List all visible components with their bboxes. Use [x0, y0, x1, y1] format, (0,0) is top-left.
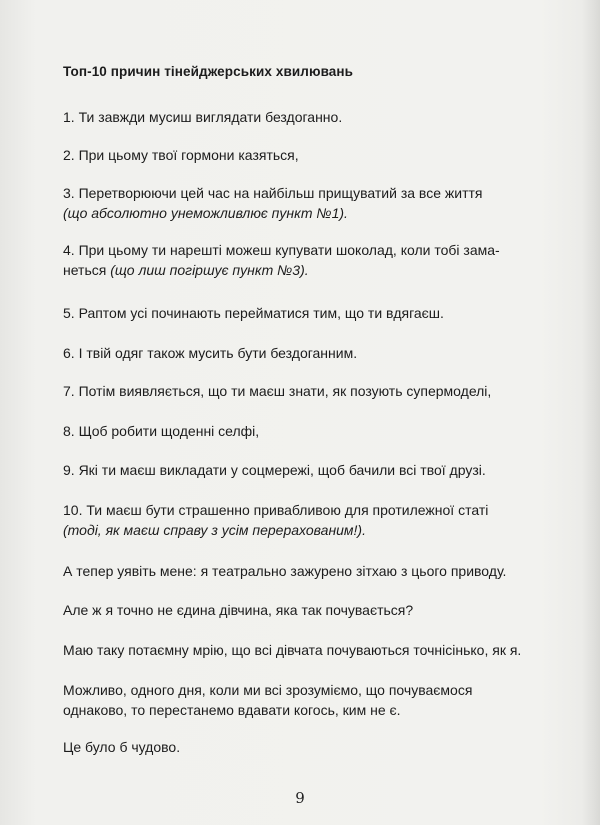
list-item-1: 1. Ти завжди мусиш виглядати бездоганно. [63, 109, 343, 125]
list-item-4-note: (що лиш погіршує пункт №3). [110, 262, 309, 278]
section-heading: Топ-10 причин тінейджерських хвилювань [63, 64, 354, 79]
list-item-6: 6. І твій одяг також мусить бути бездоганним. [63, 345, 358, 361]
list-item-4: 4. При цьому ти нарешті можеш купувати шоколад, коли тобі зама- неться (що лиш погіршує пункт №3). [63, 242, 500, 278]
paragraph-4: Можливо, одного дня, коли ми всі зрозуміємо, що почуваємося однаково, то перестанемо вдавати когось, ким не є. [63, 682, 473, 718]
page-number: 9 [295, 789, 305, 807]
paragraph-1: А тепер уявіть мене: я театрально зажурено зітхаю з цього приводу. [63, 563, 507, 579]
list-item-3: 3. Перетворюючи цей час на найбільш прищуватий за все життя (що абсолютно унеможливлює пункт №1). [63, 185, 483, 221]
paragraph-2: Але ж я точно не єдина дівчина, яка так почувається? [63, 602, 414, 618]
list-item-10: 10. Ти маєш бути страшенно привабливою для протилежної статі (тоді, як маєш справу з усім перерахованим!). [63, 502, 489, 538]
list-item-10-note: (тоді, як маєш справу з усім перерахованим!). [63, 522, 366, 538]
list-item-8: 8. Щоб робити щоденні селфі, [63, 423, 260, 439]
list-item-3-note: (що абсолютно унеможливлює пункт №1). [63, 205, 348, 221]
list-item-7: 7. Потім виявляється, що ти маєш знати, як позують супермоделі, [63, 383, 492, 399]
page-edge-shadow [582, 0, 600, 825]
paragraph-5: Це було б чудово. [63, 739, 181, 755]
list-item-9: 9. Які ти маєш викладати у соцмережі, щоб бачили всі твої друзі. [63, 462, 486, 478]
list-item-2: 2. При цьому твої гормони казяться, [63, 147, 299, 163]
list-item-5: 5. Раптом усі починають перейматися тим, що ти вдягаєш. [63, 305, 444, 321]
paragraph-3: Маю таку потаємну мрію, що всі дівчата почуваються точнісінько, як я. [63, 642, 522, 658]
